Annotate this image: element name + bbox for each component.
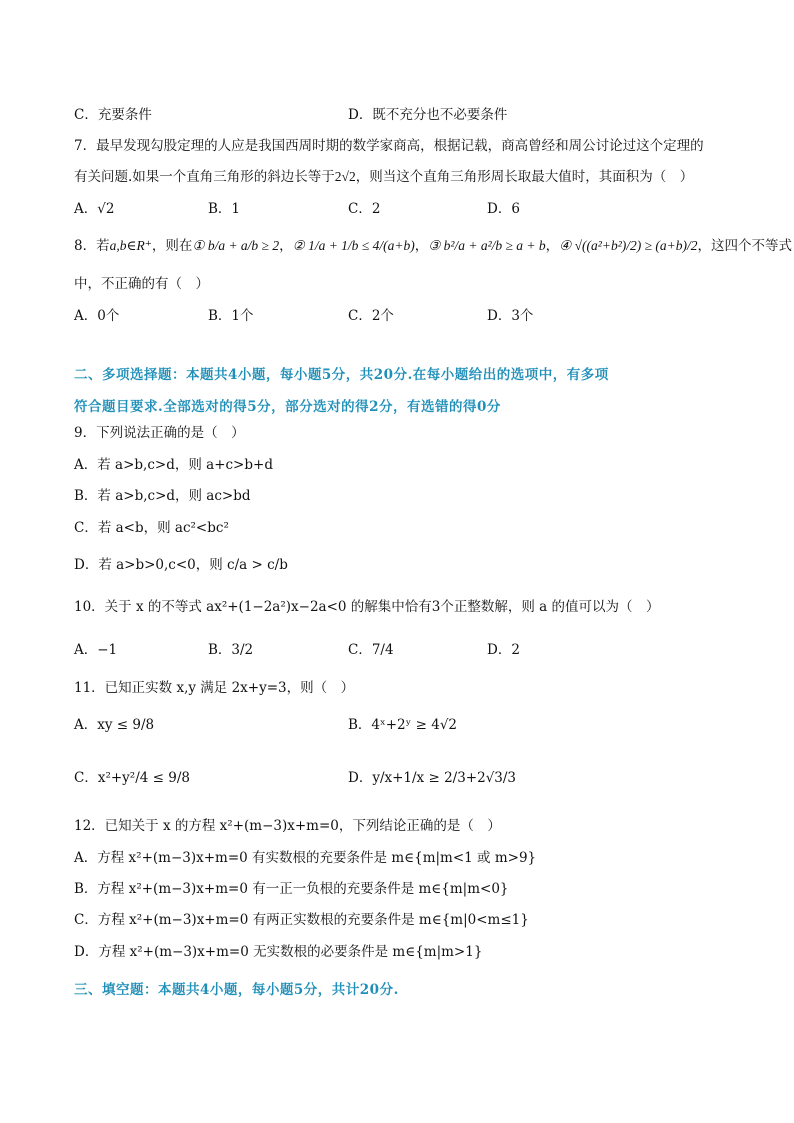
q8-option-d: D．3个 [487,308,534,324]
q11-stem: 11．已知正实数 x,y 满足 2x+y=3，则（ ） [74,680,355,696]
q10-stem: 10．关于 x 的不等式 ax²+(1−2a²)x−2a<0 的解集中恰有3个正整数解，则 a 的值可以为（ ） [74,599,660,615]
q8-stem-line2: 中，不正确的有（ ） [74,276,209,292]
q8-tail: ，这四个不等式 [697,238,792,254]
q10-option-b: B．3/2 [208,642,254,658]
q8-intro: 8．若 [74,238,110,254]
q7-hypotenuse: 2√2 [334,169,356,184]
q8-inequality-2: ② 1/a + 1/b ≤ 4/(a+b) [292,238,415,253]
q8-condition: a,b∈R⁺ [109,238,152,253]
q7-option-a: A．√2 [74,201,115,217]
q10-option-c: C．7/4 [348,642,394,658]
q12-option-b: B．方程 x²+(m−3)x+m=0 有一正一负根的充要条件是 m∈{m|m<0} [74,881,509,897]
q11-option-b: B．4ˣ+2ʸ ≥ 4√2 [348,717,458,733]
q11-option-d: D．y/x+1/x ≥ 2/3+2√3/3 [348,770,517,786]
section-2-heading-line2: 符合题目要求.全部选对的得5分，部分选对的得2分，有选错的得0分 [74,399,501,415]
q10-option-d: D．2 [487,642,520,658]
q8-inequality-1: ① b/a + a/b ≥ 2 [192,238,280,253]
q9-option-b: B．若 a>b,c>d，则 ac>bd [74,488,251,504]
q8-option-c: C．2个 [348,308,394,324]
section-3-heading: 三、填空题：本题共4小题，每小题5分，共计20分. [74,982,399,998]
q7-stem-part1: 有关问题.如果一个直角三角形的斜边长等于 [74,169,335,185]
q9-option-d: D．若 a>b>0,c<0，则 c/a > c/b [74,557,288,573]
q12-option-d: D．方程 x²+(m−3)x+m=0 无实数根的必要条件是 m∈{m|m>1} [74,944,483,960]
q11-option-c: C．x²+y²/4 ≤ 9/8 [74,770,190,786]
section-2-heading-line1: 二、多项选择题：本题共4小题，每小题5分，共20分.在每小题给出的选项中，有多项 [74,367,609,383]
q7-option-d: D．6 [487,201,520,217]
q9-stem: 9．下列说法正确的是（ ） [74,425,245,441]
q10-option-a: A．−1 [74,642,118,658]
q8-inequality-3: ③ b²/a + a²/b ≥ a + b [428,238,546,253]
q8-then: ，则在 [151,238,193,254]
q8-option-a: A．0个 [74,308,120,324]
q12-stem: 12．已知关于 x 的方程 x²+(m−3)x+m=0，下列结论正确的是（ ） [74,818,501,834]
q7-option-c: C．2 [348,201,381,217]
q7-option-b: B．1 [208,201,241,217]
q8-stem-line1: 8．若a,b∈R⁺，则在① b/a + a/b ≥ 2，② 1/a + 1/b ≤ 4/(a+b)，③ b²/a + a²/b ≥ a + b，④ √((a²+b²)/2) ≥ (a+b)/2，这四个不等式 [74,238,792,254]
q9-option-a: A．若 a>b,c>d，则 a+c>b+d [74,457,273,473]
q6-option-d: D．既不充分也不必要条件 [348,107,508,123]
q6-option-c: C．充要条件 [74,107,152,123]
q12-option-a: A．方程 x²+(m−3)x+m=0 有实数根的充要条件是 m∈{m|m<1 或 m>9} [74,850,537,866]
q7-stem-line1: 7．最早发现勾股定理的人应是我国西周时期的数学家商高，根据记载，商高曾经和周公讨论过这个定理的 [74,138,704,154]
q7-stem-part2: ，则当这个直角三角形周长取最大值时，其面积为（ ） [355,169,694,185]
q8-inequality-4: ④ √((a²+b²)/2) ≥ (a+b)/2 [559,238,698,253]
q7-stem-line2 [74,165,724,185]
q11-option-a: A．xy ≤ 9/8 [74,717,155,733]
q12-option-c: C．方程 x²+(m−3)x+m=0 有两正实数根的充要条件是 m∈{m|0<m≤1} [74,912,529,928]
q9-option-c: C．若 a<b，则 ac²<bc² [74,520,229,536]
q8-option-b: B．1个 [208,308,254,324]
